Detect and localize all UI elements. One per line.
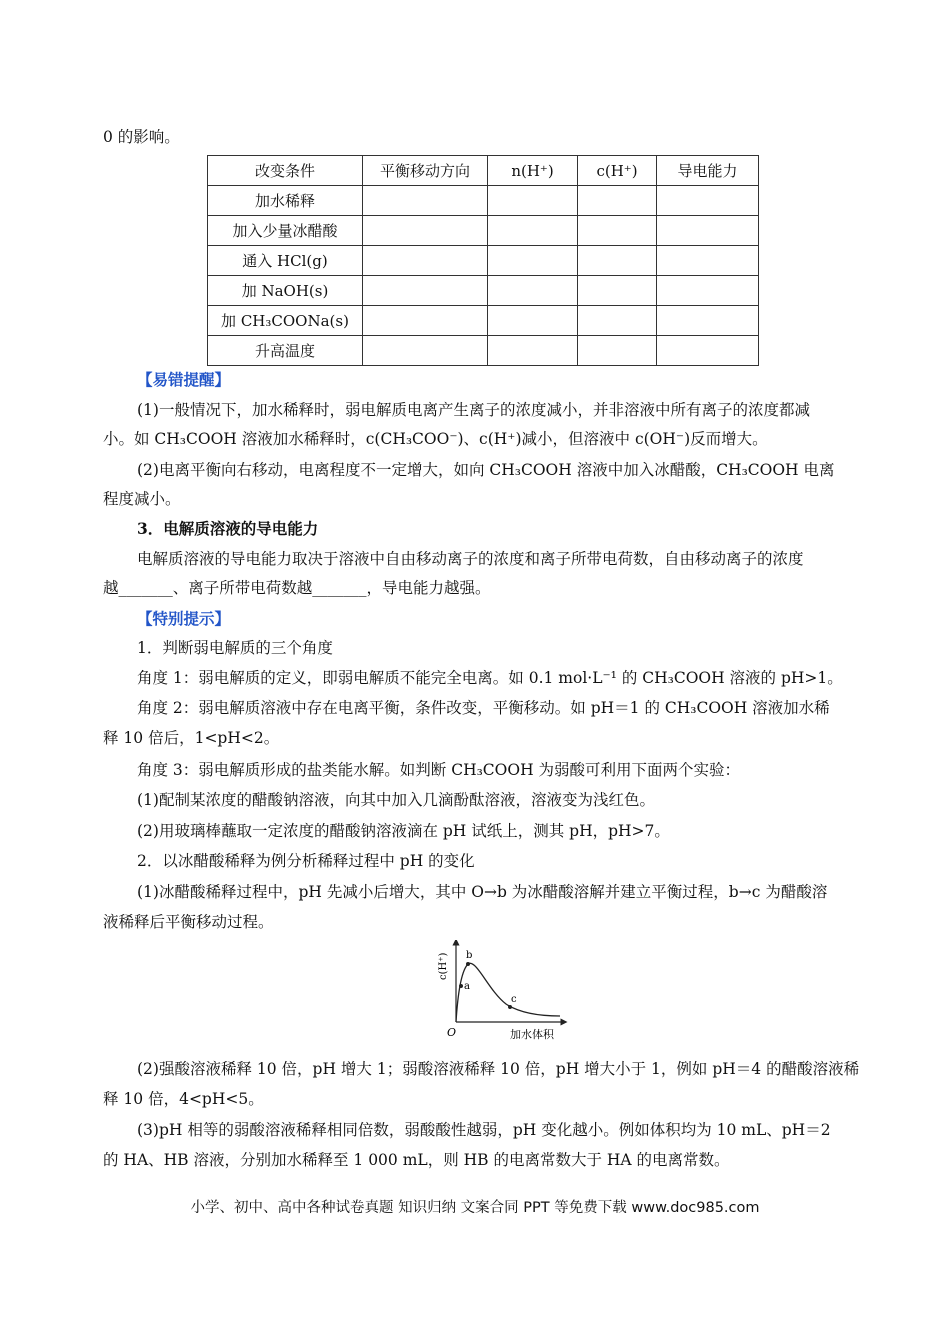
- table-row: [208, 306, 759, 336]
- reminder-p2-line2: 程度减小。: [103, 490, 181, 508]
- label-c: c: [511, 994, 517, 1005]
- dilution-1-line1: (1)冰醋酸稀释过程中，pH 先减小后增大，其中 O→b 为冰醋酸溶解并建立平衡过程，b→c 为醋酸溶: [137, 883, 828, 901]
- table-header: 改变条件: [208, 156, 363, 186]
- table-row: [208, 246, 759, 276]
- tips-heading-2: 2．以冰醋酸稀释为例分析稀释过程中 pH 的变化: [137, 852, 475, 870]
- condition-table: [207, 155, 759, 366]
- table-cell: 加水稀释: [208, 186, 363, 216]
- page-footer: 小学、初中、高中各种试卷真题 知识归纳 文案合同 PPT 等免费下载 www.doc985.com: [190, 1200, 760, 1216]
- reminder-p1-line2: 小。如 CH₃COOH 溶液加水稀释时，c(CH₃COO⁻)、c(H⁺)减小，但溶液中 c(OH⁻)反而增大。: [103, 430, 768, 448]
- table-cell: 加 NaOH(s): [208, 276, 363, 306]
- dilution-graph: [418, 940, 568, 1048]
- point-a: [459, 984, 463, 988]
- table-header: c(H⁺): [578, 156, 657, 186]
- y-axis-label: c(H⁺): [438, 952, 449, 980]
- table-row: [208, 216, 759, 246]
- table-header: n(H⁺): [488, 156, 578, 186]
- table-header: 导电能力: [657, 156, 759, 186]
- section3-line2: 越_______、离子所带电荷数越_______，导电能力越强。: [103, 579, 491, 597]
- curve: [456, 963, 560, 1022]
- tips-heading-1: 1．判断弱电解质的三个角度: [137, 639, 333, 657]
- table-row: [208, 186, 759, 216]
- table-row: [208, 276, 759, 306]
- experiment-2: (2)用玻璃棒蘸取一定浓度的醋酸钠溶液滴在 pH 试纸上，测其 pH，pH>7。: [137, 822, 670, 840]
- table-cell: 加 CH₃COONa(s): [208, 306, 363, 336]
- experiment-1: (1)配制某浓度的醋酸钠溶液，向其中加入几滴酚酞溶液，溶液变为浅红色。: [137, 791, 655, 809]
- label-b: b: [466, 950, 473, 961]
- table-cell: 加入少量冰醋酸: [208, 216, 363, 246]
- table-row: [208, 336, 759, 366]
- dilution-2-line2: 释 10 倍，4<pH<5。: [103, 1090, 264, 1108]
- dilution-3-line2: 的 HA、HB 溶液，分别加水稀释至 1 000 mL，则 HB 的电离常数大于 HA 的电离常数。: [103, 1151, 730, 1169]
- table-cell: 通入 HCl(g): [208, 246, 363, 276]
- angle-3: 角度 3：弱电解质形成的盐类能水解。如判断 CH₃COOH 为弱酸可利用下面两个实验：: [137, 761, 741, 779]
- dilution-3-line1: (3)pH 相等的弱酸溶液稀释相同倍数，弱酸酸性越弱，pH 变化越小。例如体积均为 10 mL、pH＝2: [137, 1121, 831, 1139]
- reminder-p2-line1: (2)电离平衡向右移动，电离程度不一定增大，如向 CH₃COOH 溶液中加入冰醋酸，CH₃COOH 电离: [137, 461, 835, 479]
- section3-title: 3．电解质溶液的导电能力: [137, 519, 319, 538]
- angle-1: 角度 1：弱电解质的定义，即弱电解质不能完全电离。如 0.1 mol·L⁻¹ 的 CH₃COOH 溶液的 pH>1。: [137, 669, 843, 687]
- point-c: [508, 1005, 512, 1009]
- x-axis-label: 加水体积: [510, 1028, 554, 1041]
- dilution-1-line2: 液稀释后平衡移动过程。: [103, 913, 274, 931]
- reminder-p1-line1: (1)一般情况下，加水稀释时，弱电解质电离产生离子的浓度减小，并非溶液中所有离子的浓度都减: [137, 401, 810, 419]
- section3-line1: 电解质溶液的导电能力取决于溶液中自由移动离子的浓度和离子所带电荷数，自由移动离子的浓度: [137, 550, 804, 568]
- tips-title: 【特别提示】: [137, 609, 231, 628]
- dilution-2-line1: (2)强酸溶液稀释 10 倍，pH 增大 1；弱酸溶液稀释 10 倍，pH 增大小于 1，例如 pH＝4 的醋酸溶液稀: [137, 1060, 860, 1078]
- intro-line: 0 的影响。: [103, 128, 180, 146]
- reminder-title: 【易错提醒】: [137, 370, 231, 389]
- angle-2-line1: 角度 2：弱电解质溶液中存在电离平衡，条件改变，平衡移动。如 pH＝1 的 CH₃COOH 溶液加水稀: [137, 699, 830, 717]
- table-header: 平衡移动方向: [363, 156, 488, 186]
- angle-2-line2: 释 10 倍后，1<pH<2。: [103, 729, 280, 747]
- point-b: [466, 962, 470, 966]
- origin-label: O: [447, 1026, 457, 1039]
- table-cell: 升高温度: [208, 336, 363, 366]
- table-header-row: [208, 156, 759, 186]
- label-a: a: [464, 981, 470, 992]
